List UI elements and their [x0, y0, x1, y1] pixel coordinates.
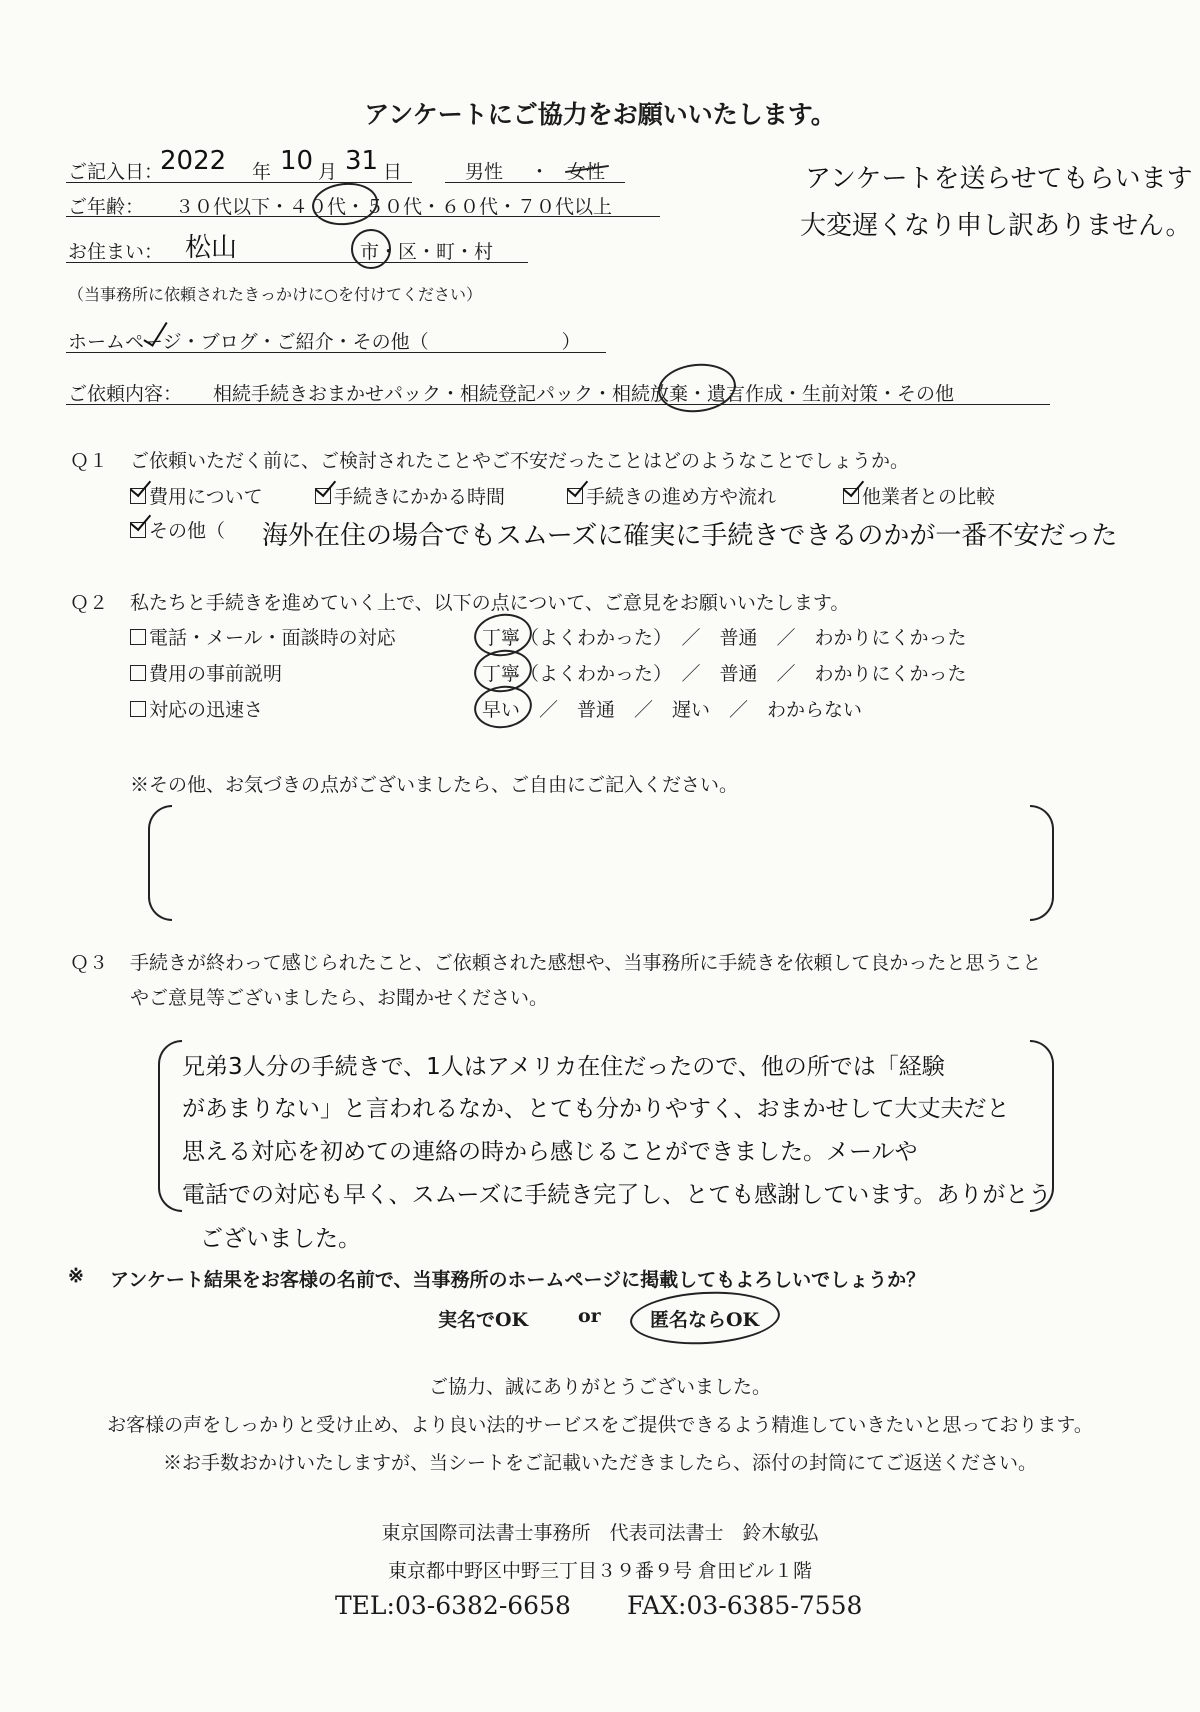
comment-box-right-bracket — [1030, 805, 1054, 921]
q3-answer-line1: 兄弟3人分の手続きで、1人はアメリカ在住だったので、他の所では「経験 — [182, 1054, 945, 1080]
date-year: 2022 — [160, 146, 227, 176]
closing-line2: お客様の声をしっかりと受け止め、より良い法的サービスをご提供できるよう精進していきたいと思っております。 — [107, 1414, 1093, 1436]
q1-number: Ｑ１ — [70, 450, 109, 472]
publish-question: アンケート結果をお客様の名前で、当事務所のホームページに掲載してもよろしいでしょうか？ — [110, 1269, 926, 1291]
fast-circle-mark — [471, 682, 534, 732]
q1-option-process-label: 手続きの進め方や流れ — [586, 486, 777, 508]
office-fax: FAX:03-6385-7558 — [627, 1591, 863, 1620]
gender-separator: ・ — [530, 161, 550, 183]
q2-row-speed — [130, 695, 263, 722]
office-tel: TEL:03-6382-6658 — [335, 1591, 571, 1620]
city-circle-mark — [351, 229, 391, 269]
q1-option-cost — [130, 482, 263, 509]
q1-option-time-label: 手続きにかかる時間 — [334, 486, 506, 508]
date-day: 31 — [345, 146, 379, 176]
q2-row-contact-label: 電話・メール・面談時の対応 — [149, 627, 396, 649]
trigger-options: ホームページ・ブログ・ご紹介・その他（ ） — [68, 331, 581, 353]
gender-male: 男性 — [465, 161, 504, 183]
residence-options: 市・区・町・村 — [360, 241, 494, 263]
checkbox-icon — [130, 665, 146, 681]
q2-row-cost-options: 丁寧（よくわかった） ／ 普通 ／ わかりにくかった — [482, 663, 967, 685]
q1-option-compare-label: 他業者との比較 — [862, 486, 996, 508]
anonymous-circle-mark — [629, 1288, 782, 1348]
publish-anonymous-option: 匿名ならOK — [650, 1309, 760, 1331]
q2-note: ※その他、お気づきの点がございましたら、ご自由にご記入ください。 — [130, 774, 739, 796]
date-month-unit: 月 — [318, 161, 338, 183]
checkbox-icon — [130, 629, 146, 645]
age-label: ご年齢： — [68, 196, 145, 218]
office-rep-title: 代表司法書士 — [609, 1522, 724, 1544]
q2-number: Ｑ２ — [70, 592, 109, 614]
residence-label: お住まい： — [68, 241, 164, 263]
gender-female: 女性 — [567, 161, 606, 183]
q3-answer-line4: 電話での対応も早く、スムーズに手続き完了し、とても感謝しています。ありがとう — [182, 1182, 1052, 1208]
publish-mark: ※ — [68, 1265, 84, 1287]
office-address: 東京都中野区中野三丁目３９番９号 倉田ビル１階 — [387, 1560, 813, 1582]
q3-answer-line3: 思える対応を初めての連絡の時から感じることができました。メールや — [182, 1139, 918, 1165]
q3-answer-line2: があまりない」と言われるなか、とても分かりやすく、おまかせして大丈夫だと — [182, 1096, 1010, 1122]
q1-option-process — [567, 482, 776, 509]
q2-row-speed-options: 早い ／ 普通 ／ 遅い ／ わからない — [482, 699, 863, 721]
q1-option-cost-label: 費用について — [149, 486, 263, 508]
date-day-unit: 日 — [383, 161, 403, 183]
renunciation-circle-mark — [656, 360, 739, 416]
margin-note-line2: 大変遅くなり申し訳ありません。 — [800, 211, 1192, 241]
date-label: ご記入日： — [68, 161, 164, 183]
q3-number: Ｑ３ — [70, 952, 109, 974]
age-options: ３０代以下・４０代・５０代・６０代・７０代以上 — [175, 196, 613, 218]
request-options: 相続手続きおまかせパック・相続登記パック・相続放棄・遺言作成・生前対策・その他 — [213, 383, 955, 405]
residence-value: 松山 — [185, 233, 238, 263]
office-rep-name: 鈴木敏弘 — [742, 1522, 819, 1544]
q1-option-time — [315, 482, 505, 509]
publish-real-name-option: 実名でOK — [438, 1309, 529, 1331]
q3-answer-line5: ございました。 — [200, 1226, 361, 1252]
margin-note-line1: アンケートを送らせてもらいます — [805, 164, 1193, 194]
q2-row-cost — [130, 659, 282, 686]
checkbox-icon — [130, 701, 146, 717]
q2-row-cost-label: 費用の事前説明 — [149, 663, 283, 685]
office-name: 東京国際司法書士事務所 — [381, 1522, 591, 1544]
age-40s-circle-mark — [310, 180, 380, 229]
date-month: 10 — [280, 146, 314, 176]
answer-box-left-bracket — [158, 1040, 182, 1212]
page-title: アンケートにご協力をお願いいたします。 — [364, 100, 836, 129]
q2-row-contact-options: 丁寧（よくわかった） ／ 普通 ／ わかりにくかった — [482, 627, 967, 649]
publish-or: or — [578, 1305, 601, 1327]
closing-thanks: ご協力、誠にありがとうございました。 — [428, 1376, 771, 1398]
q1-question: ご依頼いただく前に、ご検討されたことやご不安だったことはどのようなことでしょうか。 — [130, 450, 910, 472]
date-year-unit: 年 — [252, 161, 272, 183]
q2-question: 私たちと手続きを進めていく上で、以下の点について、ご意見をお願いいたします。 — [130, 592, 850, 614]
trigger-note: （当事務所に依頼されたきっかけに○を付けてください） — [68, 285, 482, 304]
q2-row-speed-label: 対応の迅速さ — [149, 699, 264, 721]
q3-question-line2: やご意見等ございましたら、お聞かせください。 — [130, 987, 549, 1009]
q1-other-handwritten: 海外在住の場合でもスムーズに確実に手続きできるのかが一番不安だった — [262, 521, 1118, 551]
office-header — [0, 1518, 1200, 1545]
q1-option-other-label: その他（ — [149, 520, 226, 542]
q2-row-contact — [130, 623, 396, 650]
q3-question-line1: 手続きが終わって感じられたこと、ご依頼された感想や、当事務所に手続きを依頼して良かったと思うこと — [130, 952, 1042, 974]
closing-line3: ※お手数おかけいたしますが、当シートをご記載いただきましたら、添付の封筒にてご返送ください。 — [162, 1452, 1037, 1474]
q1-option-compare — [843, 482, 995, 509]
request-label: ご依頼内容： — [68, 383, 183, 405]
comment-box-left-bracket — [148, 805, 172, 921]
